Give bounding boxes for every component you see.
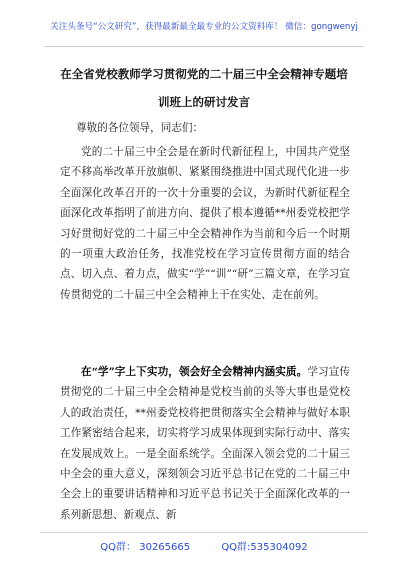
header-divider: [44, 46, 364, 47]
paragraph-2-body: 学习宣传贯彻党的二十届三中全会精神是党校当前的头等大事也是党校人的政治责任，**州委党校将把贯彻落实全会精神与做好本职工作紧密结合起来，切实将学习成果体现到实际行动中、落实在发展成效上。一是全面系统学。全面深入领会党的二十届三中全会的重大意义，深刻领会习近平总书记在党的二十届三中全会上的重要讲话精神和习近平总书记关于全面深化改革的一系列新思想、新观点、新: [60, 366, 351, 521]
footer-contact: [0, 538, 408, 553]
footer-qq-group-1: QQ群： 30265665: [100, 542, 191, 553]
paragraph-2-lead: 在“学”字上下实功，领会好全会精神内涵实质。: [81, 366, 308, 378]
footer-qq-group-2: QQ群:535304092: [221, 542, 308, 553]
paragraph-2: [60, 362, 350, 525]
document-title-line-2: 训班上的研讨发言: [158, 95, 250, 109]
document-title-line-1: 在全省党校教师学习贯彻党的二十届三中全会精神专题培: [60, 67, 348, 81]
paragraph-1: 党的二十届三中全会是在新时代新征程上，中国共产党坚定不移高举改革开放旗帜、紧紧围绕推进中国式现代化进一步全面深化改革召开的一次十分重要的会议，为新时代新征程全面深化改革指明了前进方向、提供了根本遵循**州委党校把学习好贯彻好党的二十届三中全会精神作为当前和今后一个时期的一项重大政治任务，找准党校在学习宣传贯彻方面的结合点、切入点、着力点，做实“学”“训”“研”三篇文章，在学习宣传贯彻党的二十届三中全会精神上干在实处、走在前列。: [60, 146, 350, 301]
salutation: 尊敬的各位领导，同志们：: [76, 122, 204, 134]
footer-divider: [40, 532, 368, 533]
header-promo-note: 关注头条号“公文研究”，获得最新最全最专业的公文资料库！ 微信：gongwenyj: [50, 22, 358, 32]
